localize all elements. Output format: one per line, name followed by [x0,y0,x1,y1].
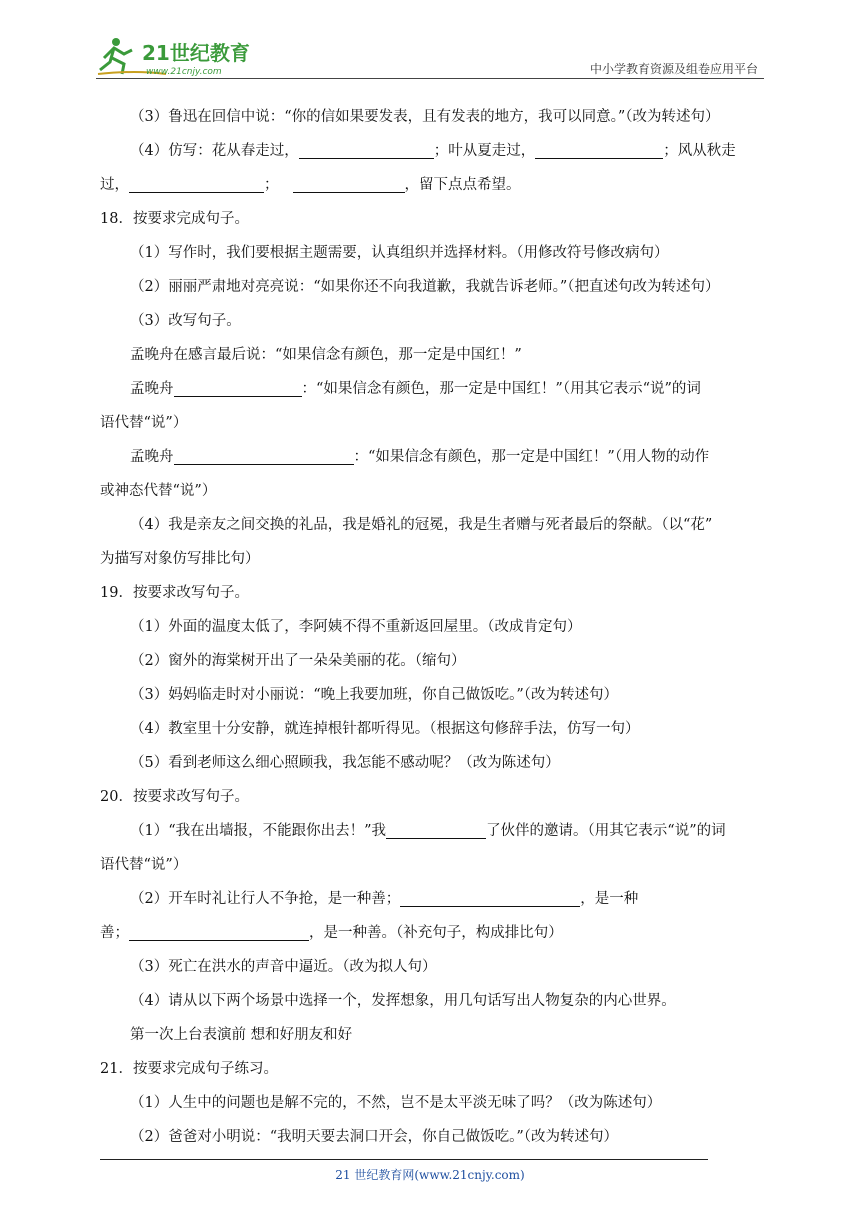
question-line: （1）外面的温度太低了，李阿姨不得不重新返回屋里。（改成肯定句） [130,619,582,635]
answer-blank[interactable] [386,820,486,839]
header-divider [96,78,764,79]
question-line: （1）“我在出墙报，不能跟你出去！”我 了伙伴的邀请。（用其它表示“说”的词 [100,814,765,848]
question-line: （5）看到老师这么细心照顾我，我怎能不感动呢？（改为陈述句） [130,755,560,771]
question-line: 第一次上台表演前 想和好朋友和好 [130,1027,353,1043]
question-line: （3）死亡在洪水的声音中逼近。（改为拟人句） [130,959,437,975]
footer-source[interactable]: 21 世纪教育网(www.21cnjy.com) [335,1168,525,1182]
question-line: 为描写对象仿写排比句） [100,551,260,567]
question-line: （3）妈妈临走时对小丽说：“晚上我要加班，你自己做饭吃。”（改为转述句） [130,687,619,703]
question-line: （4）仿写：花从春走过， ；叶从夏走过， ；风从秋走 [100,134,765,168]
question-line: （4）请从以下两个场景中选择一个，发挥想象，用几句话写出人物复杂的内心世界。 [130,993,676,1009]
question-line: （2）开车时礼让行人不争抢，是一种善； ，是一种 [100,882,765,916]
answer-blank[interactable] [535,140,663,159]
question-line: （1）写作时，我们要根据主题需要，认真组织并选择材料。（用修改符号修改病句） [130,245,669,261]
question-line: （2）爸爸对小明说：“我明天要去洞口开会，你自己做饭吃。”（改为转述句） [130,1129,619,1145]
question-line: （4）教室里十分安静，就连掉根针都听得见。（根据这句修辞手法，仿写一句） [130,721,640,737]
page-header [96,34,764,80]
question-line: （2）丽丽严肃地对亮亮说：“如果你还不向我道歉，我就告诉老师。”（把直述句改为转述句） [130,279,720,295]
answer-blank[interactable] [129,174,264,193]
question-line: 孟晚舟 ：“如果信念有颜色，那一定是中国红！”（用人物的动作 [100,440,765,474]
question-line: 过， ； ，留下点点希望。 [100,168,765,202]
footer-divider [100,1159,708,1160]
svg-text:www.21cnjy.com: www.21cnjy.com [146,67,222,77]
answer-blank[interactable] [174,378,302,397]
question-line: （4）我是亲友之间交换的礼品，我是婚礼的冠冕，我是生者赠与死者最后的祭献。（以“花” [130,517,713,533]
question-line: 或神态代替“说”） [100,483,217,499]
question-line: （1）人生中的问题也是解不完的，不然，岂不是太平淡无味了吗？（改为陈述句） [130,1095,662,1111]
svg-text:21世纪教育: 21世纪教育 [142,41,250,65]
question-line: （3）改写句子。 [130,313,241,329]
platform-name: 中小学教育资源及组卷应用平台 [589,62,758,76]
answer-blank[interactable] [299,140,434,159]
question-heading: 21．按要求完成句子练习。 [100,1061,278,1077]
question-heading: 18．按要求完成句子。 [100,211,249,227]
answer-blank[interactable] [293,174,405,193]
answer-blank[interactable] [174,446,354,465]
question-heading: 19．按要求改写句子。 [100,585,249,601]
question-heading: 20．按要求改写句子。 [100,789,249,805]
question-line: 语代替“说”） [100,857,188,873]
question-line: （3）鲁迅在回信中说：“你的信如果要发表，且有发表的地方，我可以同意。”（改为转述句） [130,109,720,125]
question-line: 语代替“说”） [100,415,188,431]
answer-blank[interactable] [400,888,580,907]
answer-blank[interactable] [129,922,309,941]
logo-21cnjy [96,34,266,78]
document-body [100,100,765,1154]
question-line: 孟晚舟 ：“如果信念有颜色，那一定是中国红！”（用其它表示“说”的词 [100,372,765,406]
question-line: （2）窗外的海棠树开出了一朵朵美丽的花。（缩句） [130,653,466,669]
question-line: 善； ，是一种善。（补充句子，构成排比句） [100,916,765,950]
question-line: 孟晚舟在感言最后说：“如果信念有颜色，那一定是中国红！” [130,347,522,363]
